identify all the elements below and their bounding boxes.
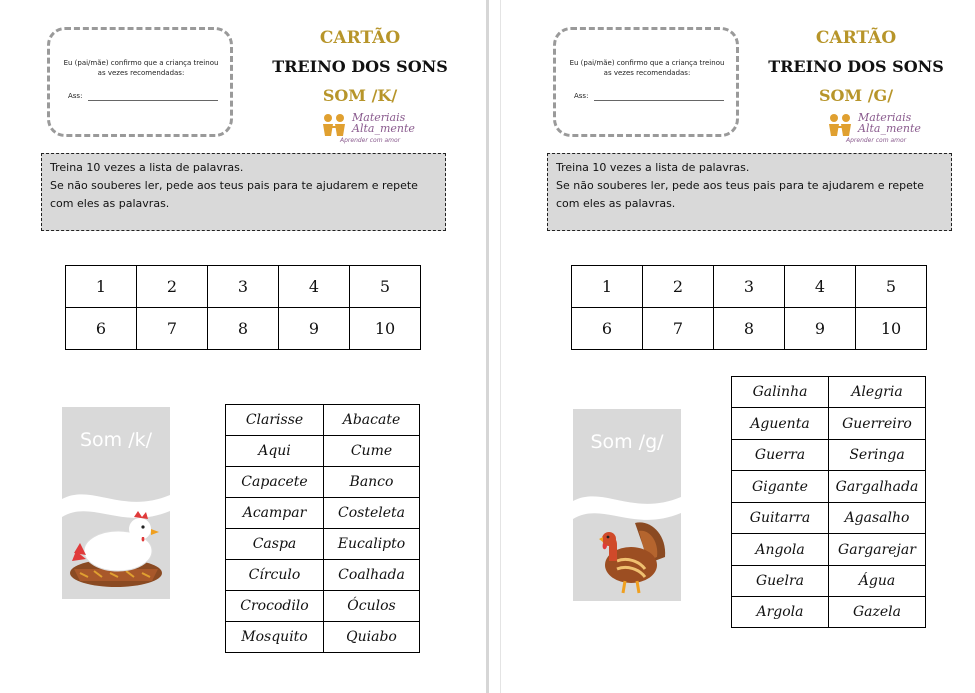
confirmation-text: Eu (pai/mãe) confirmo que a criança treinou as vezes recomendadas: (63, 59, 219, 77)
logo-line-1: Materiais (858, 111, 912, 124)
counter-cell[interactable]: 10 (856, 308, 927, 350)
page-divider (486, 0, 489, 693)
word-cell: Guelra (732, 566, 829, 597)
counter-cell[interactable]: 3 (208, 266, 279, 308)
word-cell: Guerreiro (829, 408, 926, 440)
word-cell: Alegria (829, 377, 926, 408)
word-list-table (731, 376, 926, 628)
word-cell: Aqui (226, 436, 324, 467)
word-cell: Caspa (226, 529, 324, 560)
counter-cell[interactable]: 4 (279, 266, 350, 308)
word-cell: Angola (732, 534, 829, 566)
word-cell: Costeleta (324, 498, 420, 529)
logo-line-2: Alta_mente (352, 122, 415, 135)
brand-logo (826, 112, 936, 148)
signature-line (594, 100, 724, 101)
counter-cell[interactable]: 1 (572, 266, 643, 308)
signature-label: Ass: (574, 92, 589, 100)
counter-cell[interactable]: 7 (137, 308, 208, 350)
instruction-1: Treina 10 vezes a lista de palavras. (556, 161, 750, 174)
counter-cell[interactable]: 5 (350, 266, 421, 308)
signature-label: Ass: (68, 92, 83, 100)
word-cell: Abacate (324, 405, 420, 436)
signature-line (88, 100, 218, 101)
counter-cell[interactable]: 9 (785, 308, 856, 350)
word-cell: Água (829, 566, 926, 597)
logo-wordmark (858, 112, 921, 134)
brand-logo (320, 112, 430, 148)
logo-line-1: Materiais (352, 111, 406, 124)
logo-line-2: Alta_mente (858, 122, 921, 135)
word-cell: Clarisse (226, 405, 324, 436)
counter-cell[interactable]: 10 (350, 308, 421, 350)
sound-heading: SOM /K/ (322, 86, 398, 105)
repetition-counter-grid (571, 265, 927, 350)
counter-cell[interactable]: 8 (714, 308, 785, 350)
counter-cell[interactable]: 9 (279, 308, 350, 350)
instruction-2: Se não souberes ler, pede aos teus pais para te ajudarem e repete com eles as palavras. (50, 179, 418, 210)
counter-cell[interactable]: 4 (785, 266, 856, 308)
worksheet-page-right (506, 0, 975, 693)
counter-cell[interactable]: 6 (66, 308, 137, 350)
word-cell: Agasalho (829, 503, 926, 534)
word-cell: Crocodilo (226, 591, 324, 622)
worksheet-page-left (0, 0, 487, 693)
word-cell: Acampar (226, 498, 324, 529)
word-cell: Guitarra (732, 503, 829, 534)
turkey-icon (587, 517, 671, 597)
word-cell: Guerra (732, 440, 829, 471)
counter-cell[interactable]: 1 (66, 266, 137, 308)
counter-cell[interactable]: 2 (137, 266, 208, 308)
logo-wordmark (352, 112, 415, 134)
repetition-counter-grid (65, 265, 421, 350)
word-cell: Seringa (829, 440, 926, 471)
word-cell: Quiabo (324, 622, 420, 653)
counter-cell[interactable]: 2 (643, 266, 714, 308)
counter-cell[interactable]: 8 (208, 308, 279, 350)
hen-icon (66, 507, 166, 591)
word-cell: Gargalhada (829, 471, 926, 503)
confirmation-text: Eu (pai/mãe) confirmo que a criança treinou as vezes recomendadas: (569, 59, 725, 77)
word-cell: Óculos (324, 591, 420, 622)
sound-heading: SOM /G/ (818, 86, 894, 105)
word-cell: Mosquito (226, 622, 324, 653)
word-cell: Gigante (732, 471, 829, 503)
word-cell: Gazela (829, 597, 926, 628)
sound-card-k (62, 407, 170, 599)
sound-card-g (573, 409, 681, 601)
instructions-box (41, 153, 446, 231)
counter-cell[interactable]: 5 (856, 266, 927, 308)
page-title: TREINO DOS SONS (768, 57, 944, 76)
parent-confirmation-box (553, 27, 739, 137)
counter-cell[interactable]: 3 (714, 266, 785, 308)
word-cell: Banco (324, 467, 420, 498)
word-cell: Gargarejar (829, 534, 926, 566)
word-cell: Aguenta (732, 408, 829, 440)
word-cell: Coalhada (324, 560, 420, 591)
counter-cell[interactable]: 7 (643, 308, 714, 350)
instruction-2: Se não souberes ler, pede aos teus pais para te ajudarem e repete com eles as palavras. (556, 179, 924, 210)
instruction-1: Treina 10 vezes a lista de palavras. (50, 161, 244, 174)
card-label: CARTÃO (319, 28, 401, 48)
kids-icon (320, 112, 348, 138)
word-cell: Círculo (226, 560, 324, 591)
word-cell: Argola (732, 597, 829, 628)
word-cell: Galinha (732, 377, 829, 408)
card-label: CARTÃO (815, 28, 897, 48)
word-cell: Cume (324, 436, 420, 467)
word-list-table (225, 404, 420, 653)
instructions-box (547, 153, 952, 231)
counter-cell[interactable]: 6 (572, 308, 643, 350)
kids-icon (826, 112, 854, 138)
word-cell: Eucalipto (324, 529, 420, 560)
logo-tagline: Aprender com amor (340, 137, 401, 144)
sound-card-label: Som /k/ (79, 429, 153, 451)
word-cell: Capacete (226, 467, 324, 498)
page-title: TREINO DOS SONS (272, 57, 448, 76)
page-divider-line (500, 0, 501, 693)
sound-card-label: Som /g/ (590, 431, 664, 453)
logo-tagline: Aprender com amor (846, 137, 907, 144)
parent-confirmation-box (47, 27, 233, 137)
